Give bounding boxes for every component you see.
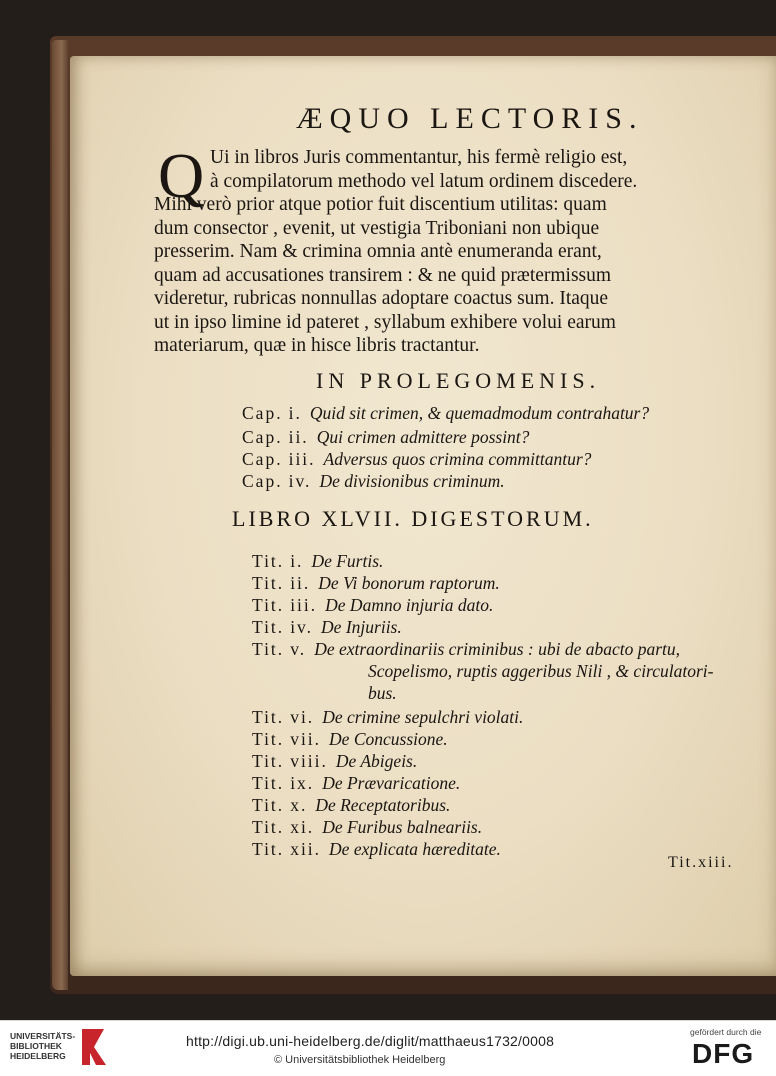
title-entry-continuation: bus. [368, 683, 397, 703]
entry-label: Cap. [242, 403, 283, 423]
entry-label: Tit. [252, 839, 285, 859]
library-logo-icon[interactable] [80, 1025, 108, 1071]
entry-title: Quid sit crimen, & quemadmodum contrahatur? [309, 403, 650, 423]
entry-label: Tit. [252, 551, 285, 571]
digest-title: LIBRO XLVII. DIGESTORUM. [232, 506, 594, 531]
entry-number: xi. [290, 817, 315, 837]
prolegomena-title: IN PROLEGOMENIS. [316, 368, 601, 393]
entry-label: Tit. [252, 595, 285, 615]
entry-number: i. [290, 551, 304, 571]
chapter-entry [242, 470, 505, 492]
entry-title: De Prævaricatione. [322, 773, 461, 793]
preface-line: Mihi verò prior atque potior fuit discentium utilitas: quam [154, 194, 607, 215]
title-entry [252, 594, 493, 616]
title-entry [252, 572, 500, 594]
entry-number: iii. [290, 595, 318, 615]
title-entry [252, 794, 450, 816]
title-entry [252, 550, 383, 572]
entry-title: De Injuriis. [321, 617, 402, 637]
title-entry [252, 728, 448, 750]
entry-title: De Furibus balneariis. [322, 817, 483, 837]
dfg-logo[interactable]: DFG [692, 1038, 755, 1069]
entry-title: De extraordinariis criminibus : ubi de abacto partu, [314, 639, 681, 659]
entry-title: De Vi bonorum raptorum. [318, 573, 500, 593]
preface-line: dum consector , evenit, ut vestigia Triboniani non ubique [154, 217, 600, 239]
library-name-line: UNIVERSITÄTS- [10, 1031, 76, 1041]
entry-label: Tit. [252, 707, 285, 727]
preface-line: à compilatorum methodo vel latum ordinem discedere. [210, 170, 638, 192]
entry-number: ii. [288, 427, 309, 447]
book-page [70, 56, 776, 976]
preface-line: quam ad accusationes transirem : & ne quid prætermissum [154, 264, 612, 286]
preface-line: materiarum, quæ in hisce libris tractantur. [154, 335, 480, 356]
chapter-entry [242, 448, 591, 470]
preface-line: videretur, rubricas nonnullas adoptare coactus sum. Itaque [154, 288, 609, 309]
entry-number: i. [288, 403, 302, 423]
entry-number: xii. [290, 839, 322, 859]
title-entry [252, 706, 523, 728]
entry-number: ii. [290, 573, 311, 593]
entry-title: De crimine sepulchri violati. [322, 707, 524, 727]
title-entry-continuation: Scopelismo, ruptis aggeribus Nili , & circulatori- [368, 661, 714, 681]
chapter-entry [242, 426, 529, 448]
title-entry [252, 772, 460, 794]
entry-number: v. [290, 639, 307, 659]
entry-title: De Concussione. [329, 729, 448, 749]
footer-bar [0, 1020, 776, 1076]
entry-label: Tit. [252, 729, 285, 749]
preface-line: Ui in libros Juris commentantur, his fermè religio est, [210, 147, 628, 168]
library-name-line: BIBLIOTHEK [10, 1041, 62, 1051]
entry-number: x. [290, 795, 308, 815]
entry-label: Tit. [252, 795, 285, 815]
funding-label: gefördert durch die [690, 1027, 762, 1037]
entry-number: iii. [288, 449, 316, 469]
book-spine-edge [52, 40, 68, 990]
entry-number: ix. [290, 773, 315, 793]
copyright-notice: © Universitätsbibliothek Heidelberg [274, 1054, 446, 1066]
title-entry [252, 838, 501, 860]
title-entry [252, 616, 402, 638]
entry-label: Tit. [252, 573, 285, 593]
entry-label: Cap. [242, 449, 283, 469]
entry-label: Tit. [252, 751, 285, 771]
entry-label: Tit. [252, 617, 285, 637]
entry-title: De Abigeis. [335, 751, 418, 771]
entry-number: iv. [288, 471, 312, 491]
entry-number: vi. [290, 707, 315, 727]
library-name[interactable] [10, 1031, 80, 1061]
entry-number: vii. [290, 729, 322, 749]
catchword: Tit.xiii. [668, 854, 734, 871]
entry-number: iv. [290, 617, 314, 637]
entry-number: viii. [290, 751, 328, 771]
entry-title: De explicata hæreditate. [329, 839, 501, 859]
chapter-entry [242, 402, 649, 424]
entry-label: Cap. [242, 471, 283, 491]
preface-line: presserim. Nam & crimina omnia antè enumeranda erant, [154, 241, 602, 262]
entry-title: Qui crimen admittere possint? [316, 427, 530, 447]
entry-label: Tit. [252, 773, 285, 793]
library-name-line: HEIDELBERG [10, 1051, 66, 1061]
source-url-link[interactable]: http://digi.ub.uni-heidelberg.de/diglit/matthaeus1732/0008 [186, 1033, 555, 1049]
entry-title: De Furtis. [311, 551, 384, 571]
drop-capital: Q [158, 140, 205, 211]
entry-title: De Receptatoribus. [315, 795, 451, 815]
title-entry [252, 750, 417, 772]
entry-title: Adversus quos crimina committantur? [323, 449, 592, 469]
preface-line: ut in ipso limine id pateret , syllabum exhibere volui earum [154, 311, 616, 333]
page-heading: ÆQUO LECTORIS. [296, 102, 644, 135]
entry-label: Cap. [242, 427, 283, 447]
entry-label: Tit. [252, 817, 285, 837]
entry-title: De divisionibus criminum. [319, 471, 505, 491]
title-entry [252, 816, 482, 838]
entry-title: De Damno injuria dato. [325, 595, 494, 615]
title-entry [252, 638, 680, 660]
preface-paragraph [154, 140, 690, 358]
entry-label: Tit. [252, 639, 285, 659]
